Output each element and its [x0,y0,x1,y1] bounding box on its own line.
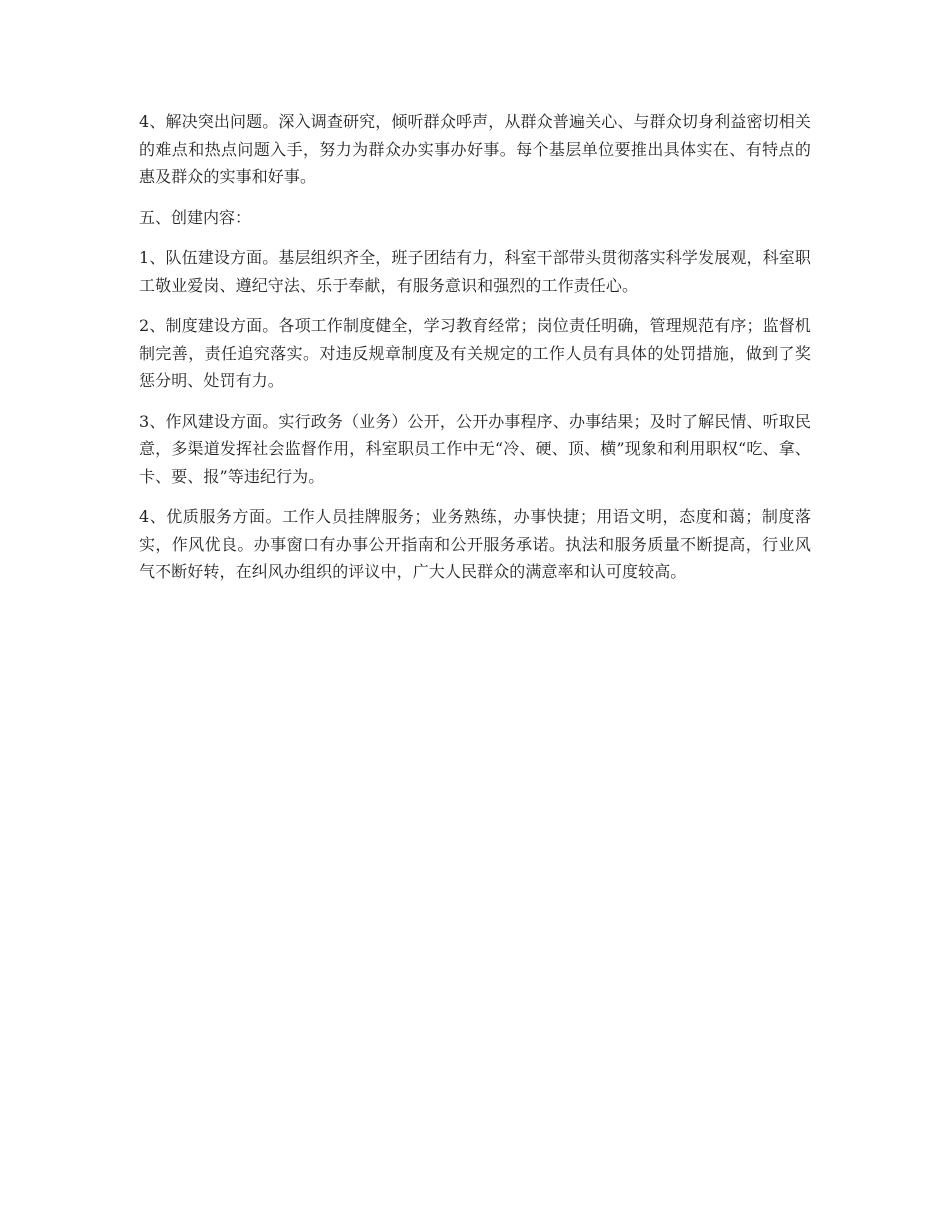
paragraph-item-4-service: 4、优质服务方面。工作人员挂牌服务；业务熟练，办事快捷；用语文明，态度和蔼；制度落实，作风优良。办事窗口有办事公开指南和公开服务承诺。执法和服务质量不断提高，行业风气不断好转，在纠风办组织的评议中，广大人民群众的满意率和认可度较高。 [139,507,811,581]
section-heading-content: 五、创建内容： [139,207,252,227]
paragraph-item-3-style: 3、作风建设方面。实行政务（业务）公开，公开办事程序、办事结果；及时了解民情、听取民意，多渠道发挥社会监督作用，科室职员工作中无“冷、硬、顶、横”现象和利用职权“吃、拿、卡、要、报”等违纪行为。 [139,411,811,486]
paragraph-item-1-team: 1、队伍建设方面。基层组织齐全，班子团结有力，科室干部带头贯彻落实科学发展观，科室职工敬业爱岗、遵纪守法、乐于奉献，有服务意识和强烈的工作责任心。 [139,248,811,295]
document-body [139,108,811,599]
paragraph-item-4-problems: 4、解决突出问题。深入调查研究，倾听群众呼声，从群众普遍关心、与群众切身利益密切相关的难点和热点问题入手，努力为群众办实事办好事。每个基层单位要推出具体实在、有特点的惠及群众的实事和好事。 [139,112,811,186]
paragraph-item-2-system: 2、制度建设方面。各项工作制度健全，学习教育经常；岗位责任明确，管理规范有序；监督机制完善，责任追究落实。对违反规章制度及有关规定的工作人员有具体的处罚措施，做到了奖惩分明、处罚有力。 [139,316,811,390]
